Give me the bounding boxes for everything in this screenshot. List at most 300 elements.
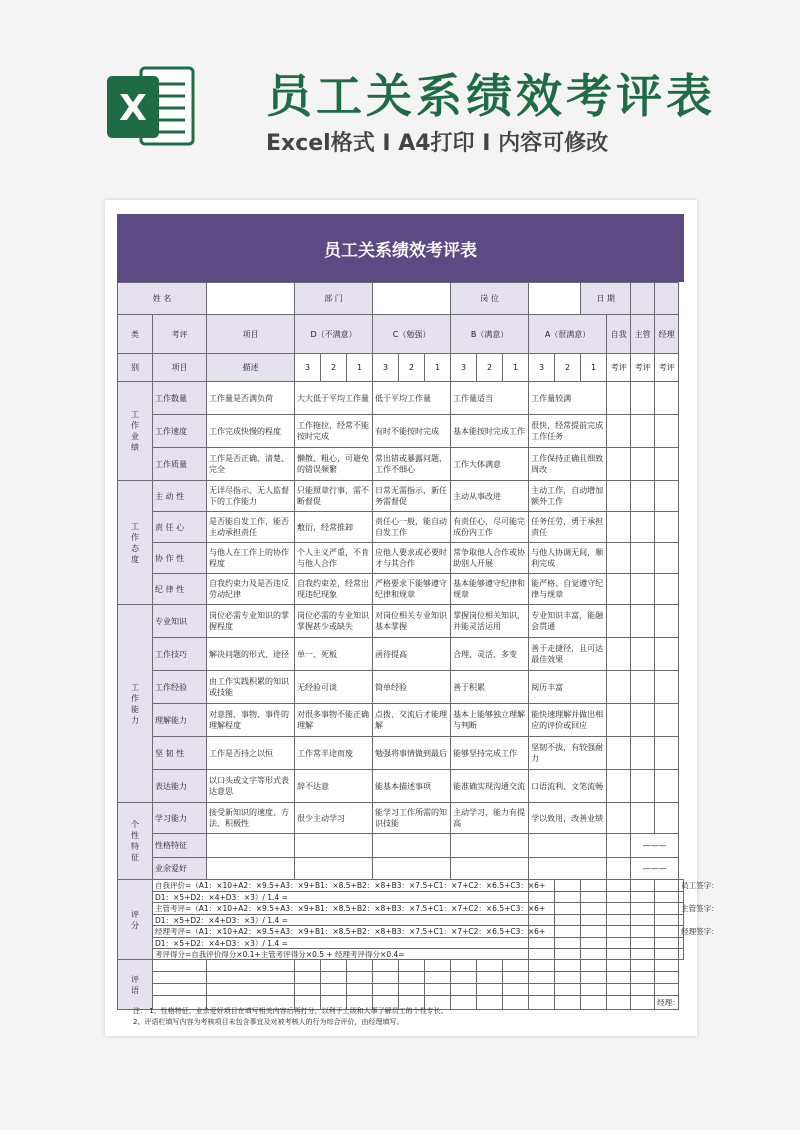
self-score-cell[interactable]	[607, 638, 631, 671]
mgr-score-cell[interactable]	[631, 382, 655, 415]
comment-cell[interactable]	[503, 984, 529, 996]
self-score-cell[interactable]	[607, 737, 631, 770]
score-grid-cell	[655, 892, 679, 903]
score-grid-cell	[631, 949, 655, 960]
score-label-text: 评分	[131, 909, 139, 930]
category-text: 个性特征	[131, 820, 139, 862]
comment-cell[interactable]	[347, 972, 373, 984]
dept-label: 部 门	[295, 283, 373, 315]
self-score-cell[interactable]	[607, 605, 631, 638]
self-score-cell[interactable]	[607, 834, 631, 858]
comment-cell[interactable]	[503, 960, 529, 972]
level-d-text: 对很多事物不能正确理解	[295, 704, 373, 737]
comment-cell[interactable]	[607, 972, 631, 984]
score-grid-cell	[631, 938, 655, 949]
level-d-text: 工作拖拉，经常不能按时完成	[295, 415, 373, 448]
level-d-text: 工作常半途而废	[295, 737, 373, 770]
level-a-text: 善于走捷径，且可达最佳效果	[529, 638, 607, 671]
level-b-text: 主动学习，能力有提高	[451, 803, 529, 834]
comment-cell[interactable]	[607, 960, 631, 972]
row-description: 由工作实践积累的知识或技能	[207, 671, 295, 704]
comment-cell[interactable]	[631, 972, 655, 984]
col-mgr: 主管	[631, 315, 655, 354]
comment-cell[interactable]	[529, 972, 555, 984]
score-formula: D1：×5+D2：×4+D3：×3）/ 1.4 =	[153, 938, 529, 949]
comment-cell[interactable]	[373, 960, 399, 972]
table-row	[118, 858, 684, 880]
score-grid-cell	[655, 903, 679, 915]
comment-cell[interactable]	[555, 972, 581, 984]
category-label	[118, 382, 153, 481]
comment-cell[interactable]	[207, 960, 295, 972]
level-a-text: 任务任劳，勇于承担责任	[529, 512, 607, 543]
score-formula: 主管考评=（A1：×10+A2：×9.5+A3：×9+B1：×8.5+B2：×8+B3：×7.5+C1：×7+C2：×6.5+C3：×6+	[153, 903, 529, 915]
comment-cell[interactable]	[321, 984, 347, 996]
score-formula-row	[118, 915, 684, 926]
self-score-cell[interactable]	[607, 671, 631, 704]
score-grid-cell	[655, 915, 679, 926]
mgr2-score-cell[interactable]	[655, 481, 679, 512]
mgr2-score-cell[interactable]	[655, 638, 679, 671]
table-row	[118, 605, 684, 638]
table-row	[118, 704, 684, 737]
score-grid-cell	[631, 915, 655, 926]
level-d-text: 辞不达意	[295, 770, 373, 803]
score-grid-cell	[581, 938, 607, 949]
mgr2-score-cell[interactable]	[655, 448, 679, 481]
self-score-cell[interactable]	[607, 704, 631, 737]
row-item: 工作质量	[153, 448, 207, 481]
score-formula: D1：×5+D2：×4+D3：×3）/ 1.4 =	[153, 915, 529, 926]
comment-cell[interactable]	[207, 972, 295, 984]
row-item: 协 作 性	[153, 543, 207, 574]
comment-cell[interactable]	[373, 984, 399, 996]
score-grid-cell	[555, 926, 581, 938]
comment-row	[118, 984, 684, 996]
level-b-text: 工作量适当	[451, 382, 529, 415]
comment-cell[interactable]	[555, 960, 581, 972]
mgr-score-cell[interactable]	[631, 605, 655, 638]
table-row	[118, 481, 684, 512]
comment-cell[interactable]	[607, 996, 631, 1010]
level-b-text: 主动从事改进	[451, 481, 529, 512]
signature-label: 经理签字：	[679, 926, 684, 938]
table-row	[118, 448, 684, 481]
evaluation-sheet	[117, 214, 719, 1010]
comment-cell[interactable]	[631, 960, 655, 972]
score-grid-cell	[607, 880, 631, 892]
mgr-score-cell[interactable]	[631, 737, 655, 770]
row-item: 表达能力	[153, 770, 207, 803]
col-desc: 描述	[207, 354, 295, 382]
blank-mark: ———	[631, 858, 679, 880]
mgr-score-cell[interactable]	[631, 543, 655, 574]
comment-cell[interactable]	[631, 984, 655, 996]
score-formula-row	[118, 926, 684, 938]
table-row	[118, 382, 684, 415]
row-description: 工作量是否满负荷	[207, 382, 295, 415]
row-item: 业余爱好	[153, 858, 207, 880]
comment-cell[interactable]	[295, 960, 321, 972]
level-a-text: 主动工作，自动增加额外工作	[529, 481, 607, 512]
eval-col-mgr2: 考评	[655, 354, 679, 382]
level-c-text: 能基本描述事项	[373, 770, 451, 803]
comment-cell[interactable]	[153, 972, 207, 984]
level-c-text: 常出错或暴露问题，工作不细心	[373, 448, 451, 481]
mgr2-score-cell[interactable]	[655, 382, 679, 415]
post-field[interactable]	[529, 283, 581, 315]
level-d-text	[295, 858, 373, 880]
signature-cell[interactable]	[679, 915, 684, 926]
eval-col-self: 考评	[607, 354, 631, 382]
mgr2-score-cell[interactable]	[655, 512, 679, 543]
comment-cell[interactable]	[581, 972, 607, 984]
self-score-cell[interactable]	[607, 415, 631, 448]
mgr-score-cell[interactable]	[631, 671, 655, 704]
row-description: 与他人在工作上的协作程度	[207, 543, 295, 574]
signature-label: 主管签字：	[679, 903, 684, 915]
level-b-text	[451, 834, 529, 858]
mgr2-score-cell[interactable]	[655, 737, 679, 770]
comment-cell[interactable]	[555, 996, 581, 1010]
score-grid-cell	[655, 949, 679, 960]
score-label	[118, 880, 153, 960]
comment-cell[interactable]	[451, 984, 477, 996]
category-text: 工作能力	[131, 682, 139, 725]
comment-cell[interactable]	[425, 960, 451, 972]
comment-cell[interactable]	[529, 996, 555, 1010]
post-label: 岗 位	[451, 283, 529, 315]
score-formula-row	[118, 903, 684, 915]
comment-cell[interactable]	[321, 960, 347, 972]
info-row	[118, 283, 684, 315]
comment-cell[interactable]	[477, 972, 503, 984]
score-grid-cell	[607, 915, 631, 926]
level-a-text: 坚韧不拔，有较强耐力	[529, 737, 607, 770]
comment-cell[interactable]	[655, 972, 679, 984]
score-formula-row	[118, 892, 684, 903]
level-a-text: 学以致用，改善业绩	[529, 803, 607, 834]
table-row	[118, 543, 684, 574]
level-a-text: 专业知识丰富，能融会贯通	[529, 605, 607, 638]
row-item: 纪 律 性	[153, 574, 207, 605]
comment-cell[interactable]	[451, 972, 477, 984]
mgr-score-cell[interactable]	[631, 574, 655, 605]
comment-cell[interactable]	[295, 984, 321, 996]
comment-cell[interactable]	[477, 960, 503, 972]
col-mgr2: 经理	[655, 315, 679, 354]
self-score-cell[interactable]	[607, 574, 631, 605]
signature-cell[interactable]	[679, 892, 684, 903]
mgr-score-cell[interactable]	[631, 448, 655, 481]
level-c-text: 对岗位相关专业知识基本掌握	[373, 605, 451, 638]
header-row-2	[118, 354, 684, 382]
name-field[interactable]	[207, 283, 295, 315]
footnotes	[133, 1006, 448, 1028]
mgr-score-cell[interactable]	[631, 512, 655, 543]
level-d-text: 懒散、粗心，可避免的错误频繁	[295, 448, 373, 481]
comment-cell[interactable]	[607, 984, 631, 996]
table-row	[118, 834, 684, 858]
category-label	[118, 605, 153, 803]
level-a-text: 工作量较满	[529, 382, 607, 415]
mgr-score-cell[interactable]	[631, 803, 655, 834]
level-d-text: 只能照章行事，需不断督促	[295, 481, 373, 512]
score-grid-cell	[555, 880, 581, 892]
row-item: 坚 韧 性	[153, 737, 207, 770]
comment-label	[118, 960, 153, 1010]
header-row-1	[118, 315, 684, 354]
mgr2-score-cell[interactable]	[655, 415, 679, 448]
score-grid-cell	[529, 915, 555, 926]
score-grid-cell	[607, 938, 631, 949]
score-col: 1	[347, 354, 373, 382]
level-d-text: 个人主义严重，不肯与他人合作	[295, 543, 373, 574]
name-label: 姓 名	[118, 283, 207, 315]
col-level-c: C（勉强）	[373, 315, 451, 354]
level-a-text: 阅历丰富	[529, 671, 607, 704]
comment-cell[interactable]	[503, 996, 529, 1010]
comment-cell[interactable]	[425, 984, 451, 996]
comment-cell[interactable]	[399, 984, 425, 996]
comment-cell[interactable]	[153, 960, 207, 972]
level-c-text: 低于平均工作量	[373, 382, 451, 415]
level-a-text: 能快速理解并做出相应的评价或回应	[529, 704, 607, 737]
row-item: 工作经验	[153, 671, 207, 704]
mgr2-score-cell[interactable]	[655, 605, 679, 638]
level-a-text	[529, 834, 607, 858]
mgr-score-cell[interactable]	[631, 481, 655, 512]
score-formula-row	[118, 880, 684, 892]
row-description: 对意图、事物、事件的理解程度	[207, 704, 295, 737]
score-grid-cell	[555, 915, 581, 926]
col-level-d: D（不满意）	[295, 315, 373, 354]
score-col: 3	[373, 354, 399, 382]
level-b-text: 有责任心，尽可能完成份内工作	[451, 512, 529, 543]
col-level-a: A（很满意）	[529, 315, 607, 354]
row-description: 无详尽指示、无人监督下的工作能力	[207, 481, 295, 512]
comment-cell[interactable]	[425, 972, 451, 984]
level-a-text: 工作保持正确且细致周改	[529, 448, 607, 481]
level-c-text: 点拨、交流后才能理解	[373, 704, 451, 737]
page-header	[0, 0, 800, 185]
score-grid-cell	[607, 892, 631, 903]
comment-cell[interactable]	[529, 960, 555, 972]
score-grid-cell	[581, 903, 607, 915]
comment-cell[interactable]	[503, 972, 529, 984]
score-grid-cell	[555, 949, 581, 960]
comment-cell[interactable]	[581, 960, 607, 972]
score-grid-cell	[581, 926, 607, 938]
row-description: 是否能自发工作，能否主动承担责任	[207, 512, 295, 543]
document-paper	[105, 200, 719, 1036]
mgr2-score-cell[interactable]	[655, 543, 679, 574]
eval-col-mgr: 考评	[631, 354, 655, 382]
score-grid-cell	[581, 892, 607, 903]
table-row	[118, 574, 684, 605]
comment-cell[interactable]	[347, 984, 373, 996]
excel-logo-icon	[103, 58, 199, 154]
score-col: 3	[451, 354, 477, 382]
comment-cell[interactable]	[529, 984, 555, 996]
comment-cell[interactable]	[295, 972, 321, 984]
score-grid-cell	[631, 892, 655, 903]
mgr-score-cell[interactable]	[631, 415, 655, 448]
comment-cell[interactable]	[477, 984, 503, 996]
row-item: 工作速度	[153, 415, 207, 448]
row-item: 工作技巧	[153, 638, 207, 671]
score-grid-cell	[655, 880, 679, 892]
level-c-text	[373, 834, 451, 858]
col-item: 项目	[207, 315, 295, 354]
dept-field[interactable]	[373, 283, 451, 315]
col-self: 自我	[607, 315, 631, 354]
level-b-text: 基本能按时完成工作	[451, 415, 529, 448]
row-description: 工作是否正确、清楚、完全	[207, 448, 295, 481]
mgr2-score-cell[interactable]	[655, 803, 679, 834]
self-score-cell[interactable]	[607, 382, 631, 415]
date-field[interactable]	[631, 283, 655, 315]
self-score-cell[interactable]	[607, 448, 631, 481]
comment-cell[interactable]	[631, 996, 655, 1010]
score-formula: 经理考评=（A1：×10+A2：×9.5+A3：×9+B1：×8.5+B2：×8+B3：×7.5+C1：×7+C2：×6.5+C3：×6+	[153, 926, 529, 938]
comment-cell[interactable]	[581, 984, 607, 996]
level-d-text: 敷衍，经常推卸	[295, 512, 373, 543]
date-field-2[interactable]	[655, 283, 679, 315]
row-item: 理解能力	[153, 704, 207, 737]
level-b-text: 基本能够遵守纪律和规章	[451, 574, 529, 605]
mgr-score-cell[interactable]	[631, 704, 655, 737]
score-col: 2	[555, 354, 581, 382]
col-assess: 考评	[153, 315, 207, 354]
level-c-text: 简单经验	[373, 671, 451, 704]
comment-cell[interactable]	[347, 960, 373, 972]
comment-cell[interactable]	[399, 972, 425, 984]
comment-cell[interactable]	[477, 996, 503, 1010]
category-text: 工作态度	[131, 521, 139, 564]
score-grid-cell	[555, 903, 581, 915]
self-score-cell[interactable]	[607, 543, 631, 574]
comment-cell[interactable]	[451, 960, 477, 972]
level-c-text: 能学习工作所需的知识技能	[373, 803, 451, 834]
logo-letter: X	[119, 88, 147, 129]
score-col: 3	[529, 354, 555, 382]
level-d-text: 单一、死板	[295, 638, 373, 671]
row-description: 工作是否持之以恒	[207, 737, 295, 770]
self-score-cell[interactable]	[607, 858, 631, 880]
self-score-cell[interactable]	[607, 512, 631, 543]
level-b-text: 合理、灵活、多变	[451, 638, 529, 671]
comment-cell[interactable]	[555, 984, 581, 996]
level-c-text: 日常无需指示，新任务需督促	[373, 481, 451, 512]
comment-cell[interactable]	[153, 984, 207, 996]
mgr-score-cell[interactable]	[631, 638, 655, 671]
table-row	[118, 803, 684, 834]
level-c-text: 应他人要求或必要时才与其合作	[373, 543, 451, 574]
mgr2-score-cell[interactable]	[655, 671, 679, 704]
level-c-text: 勉强将事情做到最后	[373, 737, 451, 770]
level-b-text: 基本上能够独立理解与判断	[451, 704, 529, 737]
comment-cell[interactable]	[207, 984, 295, 996]
self-score-cell[interactable]	[607, 803, 631, 834]
level-a-text: 口语流利、文笔流畅	[529, 770, 607, 803]
score-grid-cell	[631, 903, 655, 915]
score-grid-cell	[607, 949, 631, 960]
row-description: 工作完成快慢的程度	[207, 415, 295, 448]
comment-row	[118, 972, 684, 984]
comment-cell[interactable]	[321, 972, 347, 984]
page-title: 员工关系绩效考评表	[266, 69, 716, 123]
level-b-text	[451, 858, 529, 880]
score-grid-cell	[581, 915, 607, 926]
mgr-score-cell[interactable]	[631, 770, 655, 803]
comment-cell[interactable]	[373, 972, 399, 984]
row-description: 接受新知识的速度、方法、积极性	[207, 803, 295, 834]
score-grid-cell	[529, 938, 555, 949]
col-cat: 类	[118, 315, 153, 354]
row-description: 自我约束力及是否违反劳动纪律	[207, 574, 295, 605]
mgr2-score-cell[interactable]	[655, 770, 679, 803]
row-item: 主 动 性	[153, 481, 207, 512]
row-description: 解决问题的形式、途径	[207, 638, 295, 671]
level-d-text: 自我约束差，经常出现违纪现象	[295, 574, 373, 605]
footnote-1: 注： 1、性格特征、业余爱好项目在填写相关内容后再打分，以利于上级和人事了解员工的个性专长。	[133, 1007, 448, 1015]
level-c-text: 有时不能按时完成	[373, 415, 451, 448]
score-col: 1	[425, 354, 451, 382]
score-formula: D1：×5+D2：×4+D3：×3）/ 1.4 =	[153, 892, 529, 903]
sheet-title: 员工关系绩效考评表	[117, 214, 684, 282]
self-score-cell[interactable]	[607, 481, 631, 512]
col-cat-2: 别	[118, 354, 153, 382]
level-c-text	[373, 858, 451, 880]
score-col: 2	[399, 354, 425, 382]
score-formula-row	[118, 938, 684, 949]
comment-cell[interactable]	[581, 996, 607, 1010]
score-grid-cell	[607, 903, 631, 915]
evaluation-table	[117, 282, 719, 1010]
score-formula: 考评得分=自我评价得分×0.1+主管考评得分×0.5 + 经理考评得分×0.4=	[153, 949, 529, 960]
level-a-text: 能严格、自觉遵守纪律与规章	[529, 574, 607, 605]
level-a-text: 与他人协调无间，顺利完成	[529, 543, 607, 574]
signature-cell[interactable]	[679, 938, 684, 949]
table-row	[118, 415, 684, 448]
score-grid-cell	[631, 926, 655, 938]
category-label	[118, 481, 153, 605]
score-grid-cell	[555, 892, 581, 903]
mgr2-score-cell[interactable]	[655, 574, 679, 605]
comment-cell[interactable]	[655, 984, 679, 996]
score-col: 1	[503, 354, 529, 382]
comment-cell[interactable]	[399, 960, 425, 972]
col-level-b: B（满意）	[451, 315, 529, 354]
comment-cell[interactable]	[451, 996, 477, 1010]
level-d-text: 无经验可谈	[295, 671, 373, 704]
level-d-text: 大大低于平均工作量	[295, 382, 373, 415]
category-label	[118, 803, 153, 880]
row-item: 工作数量	[153, 382, 207, 415]
level-d-text: 很少主动学习	[295, 803, 373, 834]
comment-cell[interactable]	[655, 960, 679, 972]
self-score-cell[interactable]	[607, 770, 631, 803]
row-item: 专业知识	[153, 605, 207, 638]
comment-label-text: 评语	[131, 974, 139, 995]
level-b-text: 常争取他人合作或协助别人开展	[451, 543, 529, 574]
mgr2-score-cell[interactable]	[655, 704, 679, 737]
row-description	[207, 834, 295, 858]
signature-cell[interactable]	[679, 949, 684, 960]
level-c-text: 严格要求下能够遵守纪律和规章	[373, 574, 451, 605]
table-row	[118, 737, 684, 770]
